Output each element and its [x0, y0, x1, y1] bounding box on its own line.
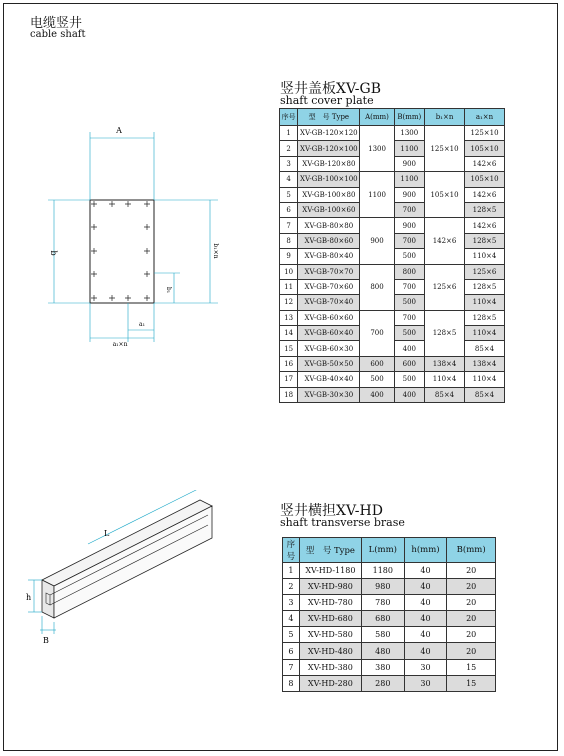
cell: 600: [360, 356, 394, 371]
cell: 17: [280, 372, 298, 387]
cell: 1100: [360, 172, 394, 218]
cell: 15: [447, 659, 496, 675]
cell: XV-HD-1180: [299, 563, 361, 579]
col-header: h(mm): [404, 538, 447, 563]
cell: XV-GB-70×40: [298, 295, 360, 310]
cell: XV-HD-480: [299, 643, 361, 659]
table-row: [280, 126, 505, 141]
col-header: A(mm): [360, 109, 394, 126]
cell: XV-GB-60×30: [298, 341, 360, 356]
cell: 30: [404, 675, 447, 691]
cover-plate-title-cn: 竖井盖板XV-GB: [280, 81, 381, 97]
cell: 125×10: [465, 126, 505, 141]
col-header: 序号: [283, 538, 300, 563]
cell: 1: [283, 563, 300, 579]
cell: 142×6: [465, 156, 505, 171]
cell: 5: [283, 627, 300, 643]
cell: 800: [394, 264, 424, 279]
label-a1n: a₁×n: [112, 341, 128, 348]
table-row: [283, 611, 496, 627]
table-row: [283, 595, 496, 611]
cell: 600: [394, 356, 424, 371]
col-header: B(mm): [394, 109, 424, 126]
cell: 1: [280, 126, 298, 141]
label-a1: a₁: [139, 321, 145, 328]
cell: 3: [283, 595, 300, 611]
col-header: 型 号 Type: [299, 538, 361, 563]
cell: 20: [447, 595, 496, 611]
cell: 1180: [361, 563, 404, 579]
cell: 128×5: [465, 233, 505, 248]
table-row: [280, 372, 505, 387]
table-row: [283, 643, 496, 659]
table-header-row: [280, 109, 505, 126]
label-b1: b₁: [165, 286, 172, 294]
label-L: L: [104, 529, 110, 538]
cell: 110×4: [465, 295, 505, 310]
cell: 780: [361, 595, 404, 611]
cell: 500: [394, 249, 424, 264]
table-row: [280, 264, 505, 279]
cell: XV-GB-60×40: [298, 326, 360, 341]
brace-title-en: shaft transverse brase: [280, 516, 405, 529]
cell: 40: [404, 643, 447, 659]
cell: 900: [394, 156, 424, 171]
cell: 142×6: [465, 218, 505, 233]
cell: 30: [404, 659, 447, 675]
cell: 580: [361, 627, 404, 643]
table-row: [280, 172, 505, 187]
cell: 85×4: [465, 387, 505, 402]
cell: 380: [361, 659, 404, 675]
cell: 128×5: [465, 279, 505, 294]
cell: 500: [394, 326, 424, 341]
cell: 128×5: [465, 310, 505, 325]
cell: 8: [280, 233, 298, 248]
cell: 1100: [394, 172, 424, 187]
cell: 142×6: [465, 187, 505, 202]
cell: 125×10: [425, 126, 465, 172]
cell: XV-GB-100×100: [298, 172, 360, 187]
cell: 20: [447, 563, 496, 579]
cell: 700: [360, 310, 394, 356]
cell: 40: [404, 579, 447, 595]
cell: 400: [360, 387, 394, 402]
cell: 40: [404, 611, 447, 627]
cell: 1100: [394, 141, 424, 156]
cell: XV-HD-580: [299, 627, 361, 643]
cell: 110×4: [465, 249, 505, 264]
cell: 4: [280, 172, 298, 187]
cell: 20: [447, 627, 496, 643]
cell: 12: [280, 295, 298, 310]
label-A: A: [116, 126, 122, 135]
cell: 1300: [394, 126, 424, 141]
cell: XV-GB-80×60: [298, 233, 360, 248]
cell: 138×4: [425, 356, 465, 371]
col-header: L(mm): [361, 538, 404, 563]
cell: 10: [280, 264, 298, 279]
cell: 128×5: [425, 310, 465, 356]
cell: 680: [361, 611, 404, 627]
cell: 20: [447, 643, 496, 659]
table-row: [280, 218, 505, 233]
cell: XV-GB-120×100: [298, 141, 360, 156]
cell: 128×5: [465, 202, 505, 217]
brace-end-face: [42, 580, 54, 618]
cell: 900: [394, 187, 424, 202]
table-row: [283, 675, 496, 691]
page-title-en: cable shaft: [30, 29, 86, 40]
label-B: B: [43, 636, 49, 645]
cell: 5: [280, 187, 298, 202]
cell: 125×6: [465, 264, 505, 279]
cell: XV-GB-70×70: [298, 264, 360, 279]
cell: 500: [394, 372, 424, 387]
cell: 40: [404, 563, 447, 579]
table-row: [283, 579, 496, 595]
cell: 9: [280, 249, 298, 264]
cell: 700: [394, 279, 424, 294]
table-header-row: [283, 538, 496, 563]
cell: XV-GB-40×40: [298, 372, 360, 387]
cell: XV-GB-120×120: [298, 126, 360, 141]
cell: 1300: [360, 126, 394, 172]
brace-title-cn: 竖井横担XV-HD: [280, 503, 383, 519]
cell: 480: [361, 643, 404, 659]
cell: 8: [283, 675, 300, 691]
table-row: [283, 659, 496, 675]
cell: XV-HD-780: [299, 595, 361, 611]
cell: 20: [447, 611, 496, 627]
cell: 7: [280, 218, 298, 233]
cell: XV-GB-80×40: [298, 249, 360, 264]
cell: 900: [360, 218, 394, 264]
cell: XV-HD-680: [299, 611, 361, 627]
cell: 400: [394, 387, 424, 402]
col-header: B(mm): [447, 538, 496, 563]
plate-outline: [90, 200, 154, 303]
cell: 105×10: [465, 172, 505, 187]
table-row: [280, 387, 505, 402]
cell: 800: [360, 264, 394, 310]
transverse-brace-drawing: [20, 490, 230, 650]
cell: 7: [283, 659, 300, 675]
plate-holes: [91, 201, 150, 301]
cell: 4: [283, 611, 300, 627]
cell: 40: [404, 627, 447, 643]
cover-plate-drawing: [40, 120, 240, 360]
cell: 20: [447, 579, 496, 595]
cell: 110×4: [425, 372, 465, 387]
cell: 2: [283, 579, 300, 595]
table-row: [280, 356, 505, 371]
table-row: [280, 310, 505, 325]
cover-plate-table: [279, 108, 505, 403]
table-row: [283, 563, 496, 579]
cell: 85×4: [425, 387, 465, 402]
label-b1n: b₁×n: [212, 243, 219, 259]
cell: 125×6: [425, 264, 465, 310]
cell: 900: [394, 218, 424, 233]
label-h: h: [26, 593, 32, 602]
cell: XV-GB-100×80: [298, 187, 360, 202]
cell: 105×10: [465, 141, 505, 156]
cover-plate-title-en: shaft cover plate: [280, 94, 374, 107]
cell: 700: [394, 233, 424, 248]
cell: 15: [280, 341, 298, 356]
col-header: b₁×n: [425, 109, 465, 126]
cell: 500: [360, 372, 394, 387]
cell: XV-GB-100×60: [298, 202, 360, 217]
cell: XV-GB-30×30: [298, 387, 360, 402]
col-header: 序号: [280, 109, 298, 126]
cell: 700: [394, 202, 424, 217]
page-title-cn: 电缆竖井: [30, 16, 83, 31]
col-header: 型 号 Type: [298, 109, 360, 126]
cell: 2: [280, 141, 298, 156]
cell: 6: [280, 202, 298, 217]
cell: 142×6: [425, 218, 465, 264]
table-row: [283, 627, 496, 643]
cell: 105×10: [425, 172, 465, 218]
cell: 138×4: [465, 356, 505, 371]
cell: 280: [361, 675, 404, 691]
cell: 500: [394, 295, 424, 310]
cell: 3: [280, 156, 298, 171]
cell: 16: [280, 356, 298, 371]
cell: XV-GB-60×60: [298, 310, 360, 325]
cell: 40: [404, 595, 447, 611]
cell: XV-HD-380: [299, 659, 361, 675]
cell: 13: [280, 310, 298, 325]
cell: 110×4: [465, 326, 505, 341]
cell: XV-GB-80×80: [298, 218, 360, 233]
cell: 11: [280, 279, 298, 294]
cell: 14: [280, 326, 298, 341]
label-b: b: [49, 250, 58, 256]
cell: 18: [280, 387, 298, 402]
cell: XV-HD-980: [299, 579, 361, 595]
cell: XV-HD-280: [299, 675, 361, 691]
cell: 15: [447, 675, 496, 691]
cell: 400: [394, 341, 424, 356]
cell: 700: [394, 310, 424, 325]
col-header: a₁×n: [465, 109, 505, 126]
cell: XV-GB-120×80: [298, 156, 360, 171]
cell: 110×4: [465, 372, 505, 387]
cell: XV-GB-50×50: [298, 356, 360, 371]
brace-table: [282, 537, 496, 692]
cell: 980: [361, 579, 404, 595]
cell: 6: [283, 643, 300, 659]
cell: 85×4: [465, 341, 505, 356]
cell: XV-GB-70×60: [298, 279, 360, 294]
